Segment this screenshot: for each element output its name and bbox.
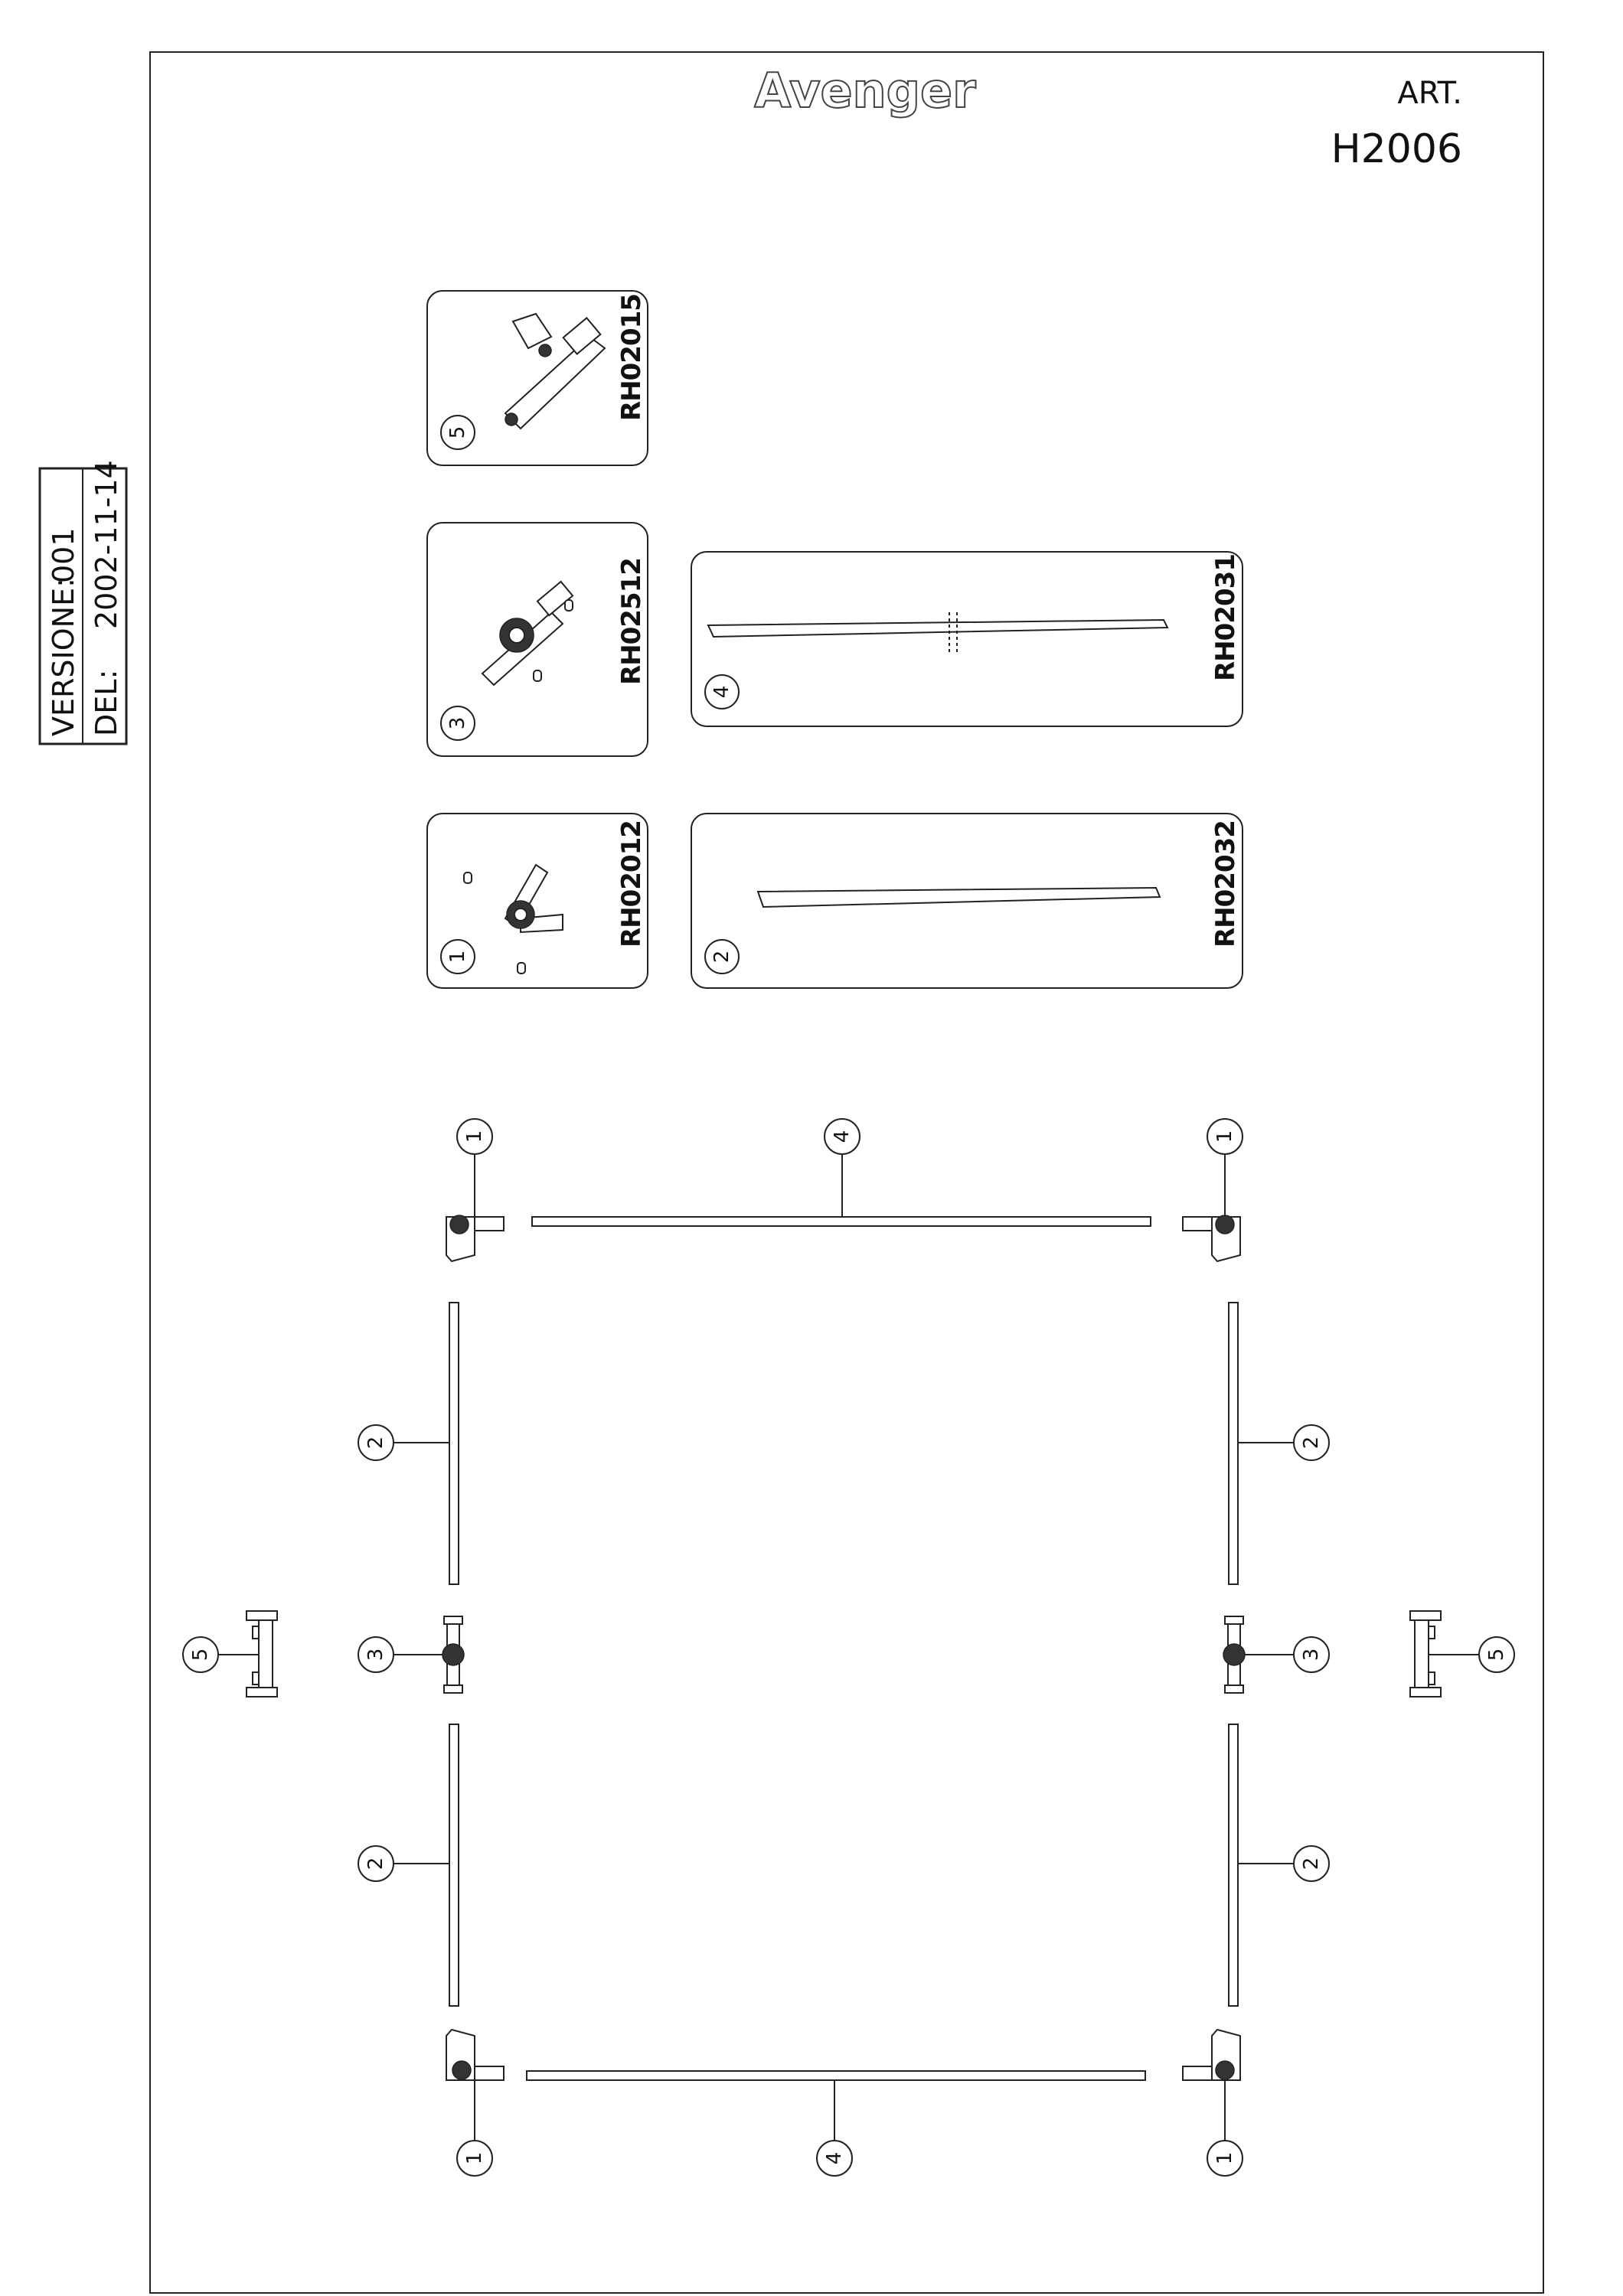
callout-bottom-right-corner: 1 (1213, 2151, 1236, 2165)
callout-left-lower-bar: 2 (364, 1857, 387, 1870)
right-mid-joint (1223, 1616, 1245, 1693)
art-label: ART. (1397, 76, 1462, 111)
bottom-left-corner-joint (446, 2030, 504, 2080)
callout-top-bar: 4 (831, 1130, 854, 1143)
part-box-frame (691, 552, 1243, 726)
part-code: RH02015 (616, 294, 647, 421)
part-number: 3 (446, 716, 469, 730)
top-right-corner-joint (1183, 1215, 1240, 1261)
version-value: 001 (47, 527, 80, 583)
callout-right-upper-bar: 2 (1300, 1436, 1323, 1450)
drawing-frame (150, 52, 1543, 2293)
left-lower-bar (449, 1724, 459, 2006)
part-number: 5 (446, 426, 469, 439)
part-box-5 (427, 291, 648, 465)
callout-right-foot: 5 (1485, 1648, 1508, 1662)
callout-right-lower-bar: 2 (1300, 1857, 1323, 1870)
part-code: RH02032 (1210, 820, 1241, 947)
part-number: 2 (710, 950, 733, 964)
part-box-2 (691, 814, 1243, 988)
part-code: RH02512 (616, 558, 647, 685)
part-code: RH02012 (616, 820, 647, 947)
right-lower-bar (1229, 1724, 1238, 2006)
brand-title: Avenger (754, 63, 976, 119)
callout-left-mid-joint: 3 (364, 1648, 387, 1662)
part-number: 4 (710, 685, 733, 699)
top-left-corner-joint (446, 1215, 504, 1261)
date-value: 2002-11-14 (90, 460, 123, 629)
callout-right-mid-joint: 3 (1300, 1648, 1323, 1662)
art-number: H2006 (1331, 126, 1462, 172)
left-mid-joint (442, 1616, 464, 1693)
version-block (40, 460, 126, 744)
bottom-right-corner-joint (1183, 2030, 1240, 2080)
callout-bottom-left-corner: 1 (463, 2151, 486, 2165)
date-label: DEL: (90, 669, 123, 736)
callout-bottom-bar: 4 (823, 2151, 846, 2165)
part-box-3 (427, 523, 648, 756)
callout-left-foot: 5 (189, 1648, 212, 1662)
part-box-1 (427, 814, 648, 988)
part-box-4 (691, 552, 1243, 726)
part-number: 1 (446, 950, 469, 964)
bottom-bar (527, 2071, 1145, 2080)
callout-left-upper-bar: 2 (364, 1436, 387, 1450)
version-label: VERSIONE: (47, 578, 80, 736)
right-upper-bar (1229, 1303, 1238, 1584)
callout-top-right-corner: 1 (1213, 1130, 1236, 1143)
callout-top-left-corner: 1 (463, 1130, 486, 1143)
top-bar (532, 1217, 1151, 1226)
left-upper-bar (449, 1303, 459, 1584)
part-code: RH02031 (1210, 554, 1241, 681)
